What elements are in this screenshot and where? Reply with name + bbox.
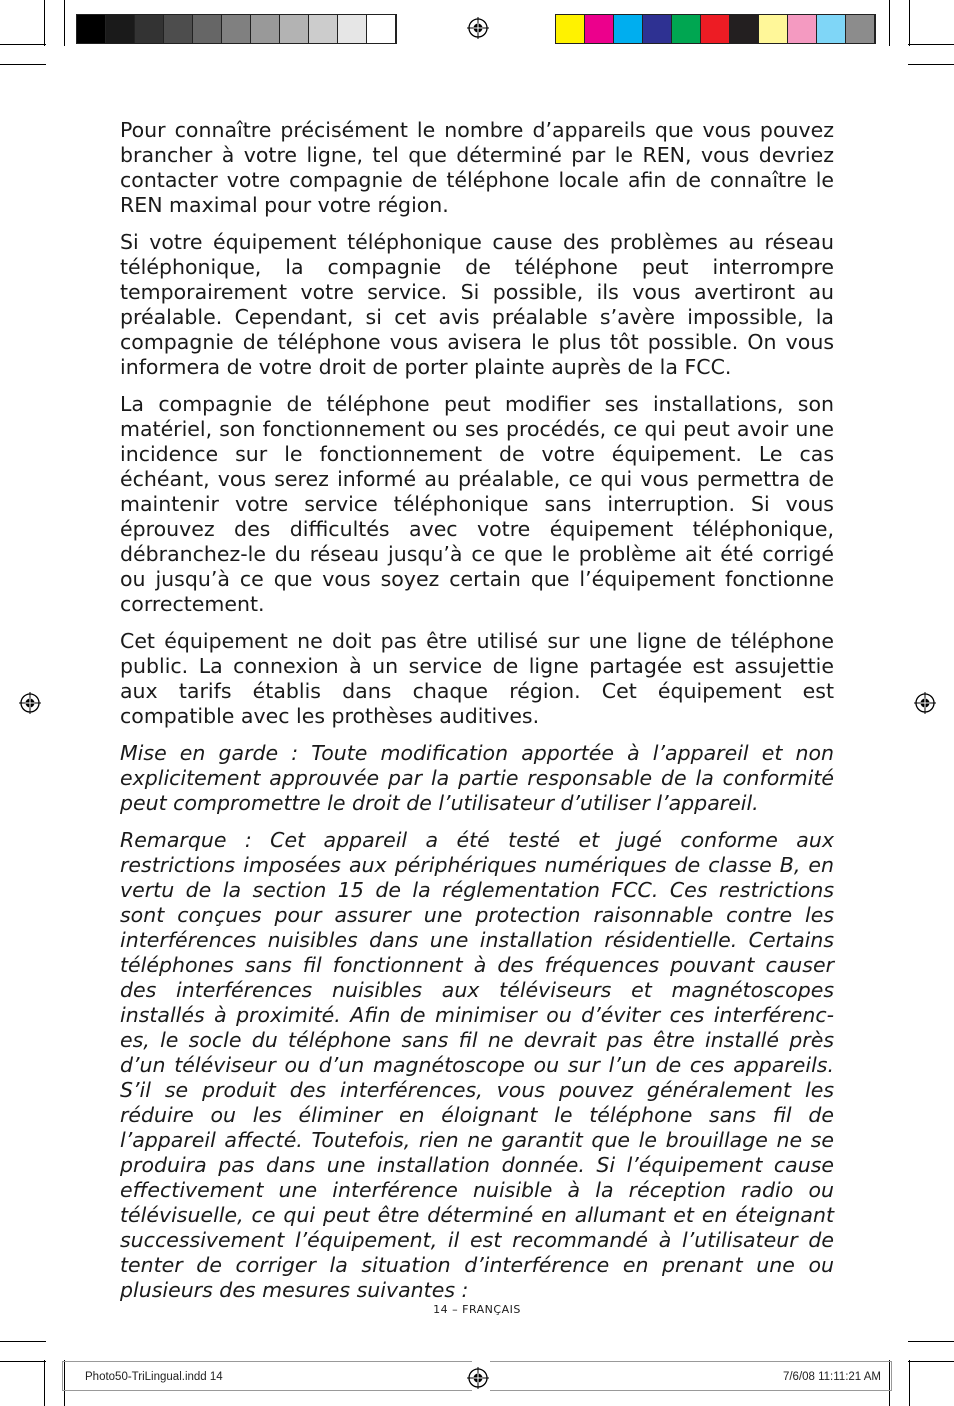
crop-mark [908,1361,954,1362]
color-swatch [251,15,280,43]
paragraph-ren: Pour connaître précisément le nombre d’appareils que vous pouvez brancher à votre ligne, tel que déterminé par le REN, vous devriez contacter votre compagnie de téléphone locale afin de connaître le REN maximal pour votre région. [120,118,834,217]
paragraph-fcc-note: Remarque : Cet appareil a été testé et jugé conforme aux restrictions imposées aux périphériques numériques de classe B, en vertu de la section 15 de la réglementation FCC. Ces restrictions sont conçues pour assurer une protection raisonnable contre les interférences nuisibles dans une installation résidentielle. Certains téléphones sans fil fonctionnent à des fréquences pouvant causer des interférences nuisibles aux téléviseurs et magnétoscopes installés à proximité. Afin de minimiser ou d’éviter ces interférenc-es, le socle du téléphone sans fil ne devrait pas être installé près d’un téléviseur ou d’un magnétoscope ou sur l’un de ces appareils. S’il se produit des interférences, vous pouvez généralement les réduire ou les éliminer en éloignant le téléphone sans fil de l’appareil affecté. Toutefois, rien ne garantit que le brouillage ne se produira pas dans une installation donnée. Si l’équipement cause effectivement une interférence nuisible à la réception radio ou télévisuelle, ce qui peut être déterminé en allumant et en éteignant successivement l’équipement, il est recommandé à l’utilisateur de tenter de corriger la situation d’interférence en prenant une ou plusieurs des mesures suivantes : [120,828,834,1302]
crop-mark [908,44,954,45]
paragraph-public-line: Cet équipement ne doit pas être utilisé sur une ligne de téléphone public. La connexion à un service de ligne partagée est assujettie aux tarifs établis dans chaque région. Cet équipement est compatible avec les prothèses auditives. [120,629,834,728]
color-swatch [672,15,701,43]
color-swatch [846,15,875,43]
color-swatch [135,15,164,43]
page-body [120,118,834,1315]
page-number: 14 – FRANÇAIS [433,1303,521,1316]
registration-mark-icon [19,692,41,714]
crop-mark [909,1360,910,1406]
crop-mark [908,64,954,65]
color-swatch [280,15,309,43]
color-swatch [788,15,817,43]
paragraph-installation-changes: La compagnie de téléphone peut modifier ses installations, son matériel, son fonctionnement ou ses procédés, ce qui peut avoir une incidence sur le fonctionnement de votre équipement. Le cas échéant, vous serez informé au préalable, ce qui vous permettra de maintenir votre service téléphonique sans interruption. Si vous éprouvez des difficultés avec votre équipement téléphonique, débranchez-le du réseau jusqu’à ce que le problème ait été corrigé ou jusqu’à ce que vous soyez certain que l’équipement fonctionne correctement. [120,392,834,616]
paragraph-warning: Mise en garde : Toute modification apportée à l’appareil et non explicitement approuvée par la partie responsable de la conformité peut compromettre le droit de l’utilisateur d’utiliser l’appareil. [120,741,834,815]
color-swatch [193,15,222,43]
registration-mark-icon [914,692,936,714]
color-swatch [817,15,846,43]
color-swatch [643,15,672,43]
crop-mark [889,0,890,46]
color-swatch [367,15,396,43]
crop-mark [0,64,46,65]
process-color-bar [555,14,876,44]
color-swatch [585,15,614,43]
color-swatch [759,15,788,43]
color-swatch [556,15,585,43]
color-swatch [701,15,730,43]
color-swatch [106,15,135,43]
crop-mark [0,1361,46,1362]
grayscale-color-bar [76,14,397,44]
crop-mark [64,0,65,46]
crop-mark [0,44,46,45]
crop-mark [909,0,910,46]
crop-mark [908,1341,954,1342]
color-swatch [164,15,193,43]
slug-filename: Photo50-TriLingual.indd 14 [62,1361,472,1391]
color-swatch [77,15,106,43]
crop-mark [44,1360,45,1406]
color-swatch [309,15,338,43]
registration-mark-icon [467,17,489,39]
slug-datetime: 7/6/08 11:11:21 AM [490,1361,892,1391]
crop-mark [0,1341,46,1342]
color-swatch [730,15,759,43]
color-swatch [338,15,367,43]
color-swatch [614,15,643,43]
paragraph-service-interruption: Si votre équipement téléphonique cause des problèmes au réseau téléphonique, la compagnie de téléphone peut interrompre temporairement votre service. Si possible, ils vous avertiront au préalable. Cependant, si cet avis préalable s’avère impossible, la compagnie de téléphone vous avisera le plus tôt possible. On vous informera de votre droit de porter plainte auprès de la FCC. [120,230,834,379]
color-swatch [222,15,251,43]
crop-mark [44,0,45,46]
